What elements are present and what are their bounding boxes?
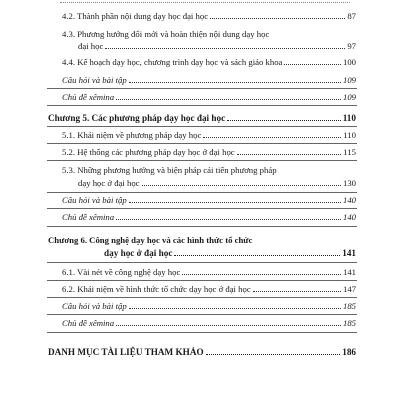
toc-entry-5-2[interactable] <box>62 147 356 158</box>
leader-dots <box>206 354 341 355</box>
divider <box>47 126 357 127</box>
toc-entry-page: 97 <box>347 41 356 51</box>
divider <box>47 314 357 315</box>
toc-entry-page: 140 <box>342 195 356 205</box>
chapter-title: dạy học ở đại học <box>104 248 173 258</box>
toc-entry-label: Chủ đề xêmina <box>62 318 115 328</box>
divider <box>47 160 357 161</box>
toc-entry-label: Câu hỏi và bài tập <box>62 195 127 205</box>
divider <box>47 143 357 144</box>
chapter-title: Chương 5. Các phương pháp dạy học đại học <box>48 113 226 123</box>
leader-dots <box>253 291 341 292</box>
leader-dots <box>210 18 345 19</box>
toc-entry-label: 5.1. Khái niệm về phương pháp dạy học <box>62 130 202 140</box>
toc-entry-label: dạy học ở đại học <box>78 178 140 188</box>
toc-entry-questions-5[interactable] <box>62 195 356 206</box>
leader-dots <box>116 219 341 220</box>
toc-entry-4-3[interactable] <box>78 41 356 52</box>
toc-entry-label: Câu hỏi và bài tập <box>62 75 127 85</box>
references-heading[interactable] <box>48 347 356 358</box>
toc-entry-5-3-line1: 5.3. Những phương hướng và biện pháp cải tiến phương pháp <box>62 165 277 175</box>
references-title: DANH MỤC TÀI LIỆU THAM KHẢO <box>48 347 204 357</box>
leader-dots <box>182 274 341 275</box>
leader-dots <box>129 308 341 309</box>
toc-entry-page: 109 <box>342 92 356 102</box>
leader-dots <box>174 255 340 256</box>
divider <box>47 88 357 89</box>
leader-dots <box>284 64 341 65</box>
leader-dots <box>203 137 341 138</box>
chapter-5-heading[interactable] <box>48 113 356 124</box>
toc-entry-5-3[interactable] <box>78 178 356 189</box>
divider <box>47 332 357 333</box>
toc-entry-label: 6.2. Khái niệm về hình thức tổ chức dạy học ở đại học <box>62 284 251 294</box>
toc-entry-4-3-line1: 4.3. Phương hướng đổi mới và hoàn thiện nội dung dạy học <box>62 29 270 39</box>
leader-dots <box>129 82 341 83</box>
toc-entry-page: 185 <box>342 301 356 311</box>
toc-entry-label: Câu hỏi và bài tập <box>62 301 127 311</box>
toc-entry-questions-6[interactable] <box>62 301 356 312</box>
leader-dots <box>116 325 341 326</box>
toc-entry-label: đại học <box>78 41 104 51</box>
leader-dots <box>105 48 345 49</box>
toc-entry-label: 5.2. Hệ thống các phương pháp dạy học ở đại học <box>62 147 235 157</box>
toc-entry-page: 185 <box>342 318 356 328</box>
toc-entry-label: 4.4. Kế hoạch dạy học, chương trình dạy học và sách giáo khoa <box>62 57 283 67</box>
toc-entry-page: 87 <box>347 11 356 21</box>
leader-dots <box>129 202 341 203</box>
divider <box>47 192 357 193</box>
chapter-page: 141 <box>342 248 356 258</box>
divider <box>47 105 357 106</box>
toc-entry-page: 141 <box>342 267 356 277</box>
toc-entry-label: Chủ đề xêmina <box>62 92 115 102</box>
divider <box>47 226 357 227</box>
toc-entry-page: 110 <box>343 130 356 140</box>
toc-entry-6-2[interactable] <box>62 284 356 295</box>
toc-entry-4-4[interactable] <box>62 57 356 68</box>
toc-entry-page: 100 <box>342 57 356 67</box>
chapter-page: 110 <box>342 113 356 123</box>
toc-entry-page: 109 <box>342 75 356 85</box>
toc-entry-5-1[interactable] <box>62 130 356 141</box>
chapter-6-title-line1: Chương 6. Công nghệ dạy học và các hình thức tổ chức <box>48 235 253 245</box>
toc-entry-seminar-6[interactable] <box>62 318 356 329</box>
toc-entry-page: 115 <box>343 147 356 157</box>
divider <box>47 262 357 263</box>
leader-dots <box>116 99 341 100</box>
toc-entry-4-2[interactable] <box>62 11 356 22</box>
toc-entry-questions-4[interactable] <box>62 75 356 86</box>
leader-dots <box>227 120 341 121</box>
toc-entry-label: 4.2. Thành phần nội dung dạy học đại học <box>62 11 209 21</box>
leader-dots <box>237 154 342 155</box>
leader-dots <box>142 185 341 186</box>
toc-entry-label: Chủ đề xêmina <box>62 212 115 222</box>
clipped-previous-line <box>60 0 350 3</box>
toc-entry-seminar-4[interactable] <box>62 92 356 103</box>
toc-entry-seminar-5[interactable] <box>62 212 356 223</box>
toc-entry-page: 130 <box>342 178 356 188</box>
toc-entry-page: 147 <box>342 284 356 294</box>
toc-entry-label: 6.1. Vài nét về công nghệ dạy học <box>62 267 181 277</box>
chapter-6-heading[interactable] <box>104 248 356 259</box>
divider <box>47 208 357 209</box>
divider <box>47 280 357 281</box>
toc-entry-page: 140 <box>342 212 356 222</box>
toc-entry-6-1[interactable] <box>62 267 356 278</box>
divider <box>47 297 357 298</box>
references-page: 186 <box>342 347 356 357</box>
